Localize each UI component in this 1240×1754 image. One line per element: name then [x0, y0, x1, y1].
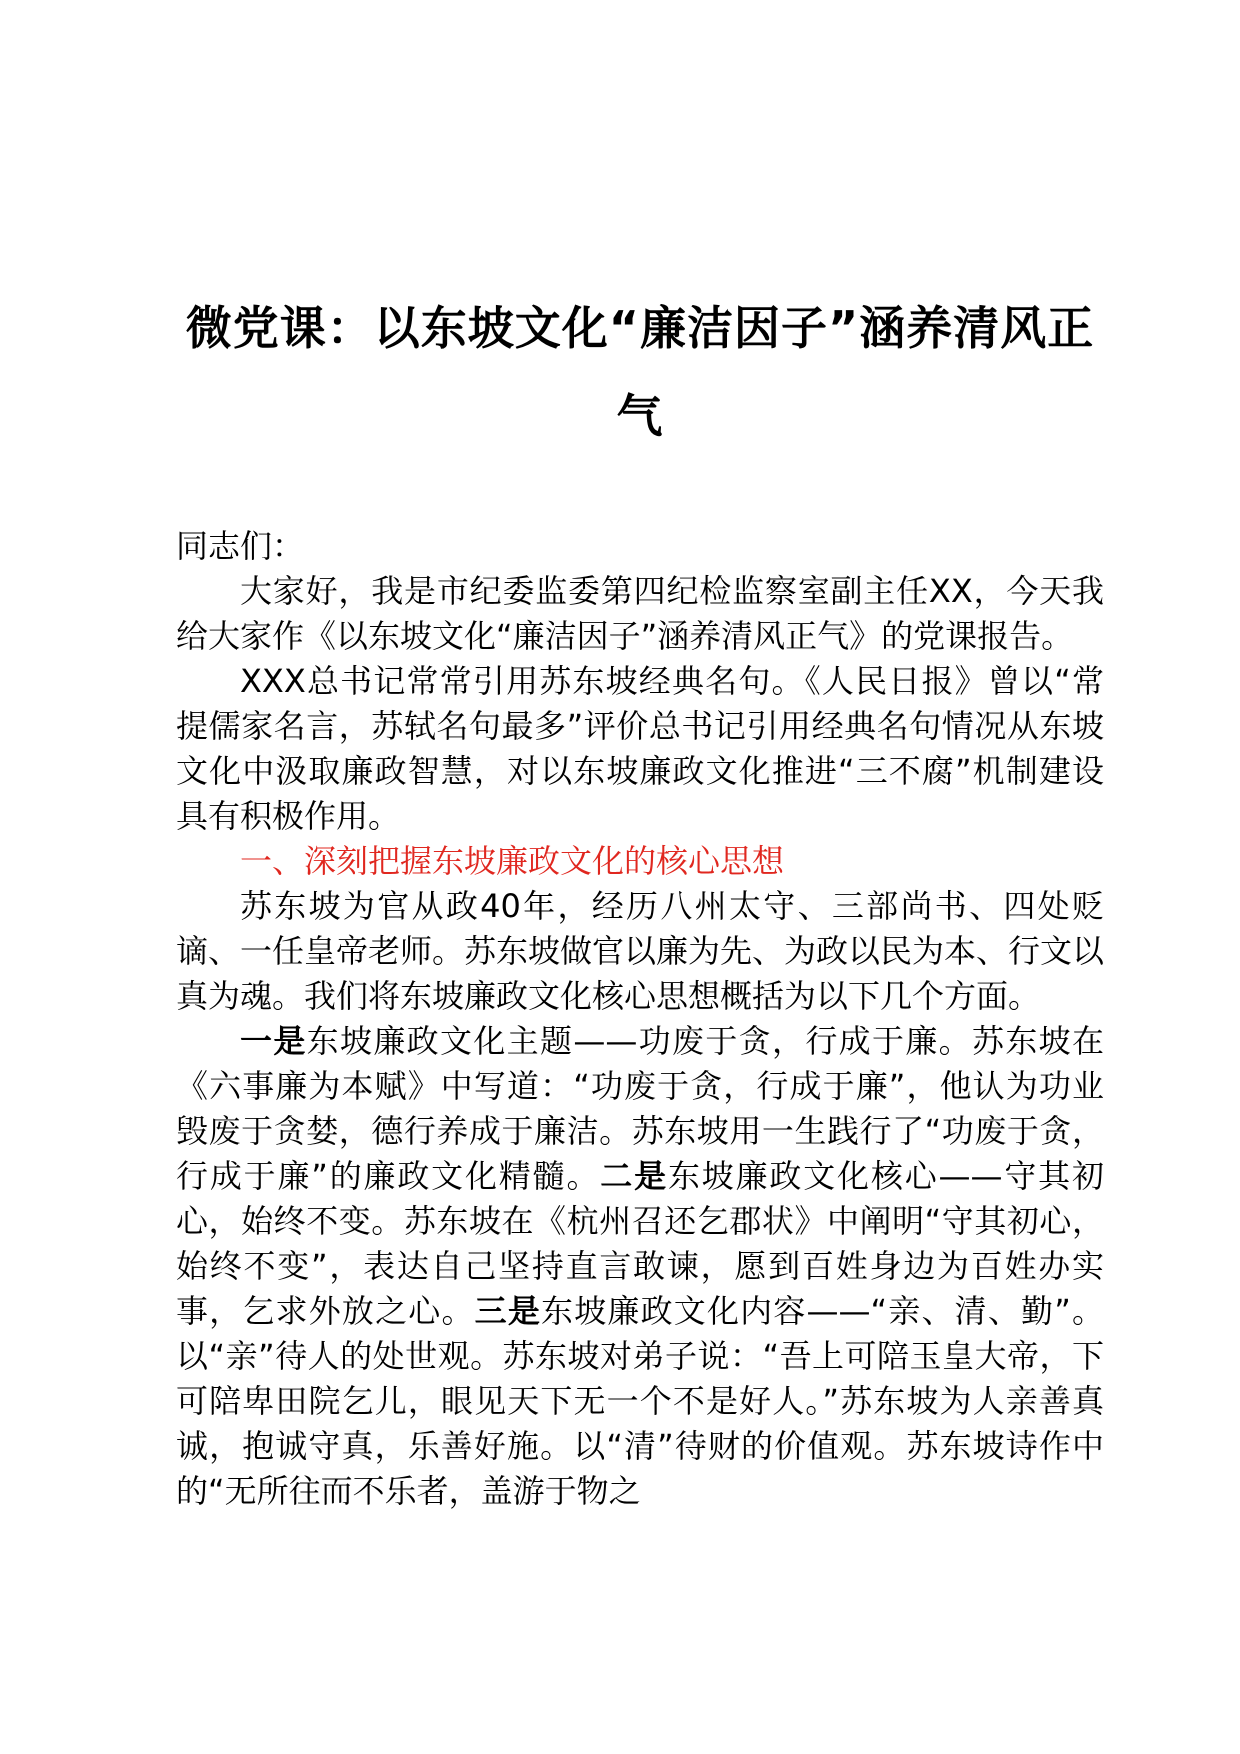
document-title: 微党课：以东坡文化“廉洁因子”涵养清风正气: [185, 301, 1095, 443]
point-text-1: 东坡廉政文化主题——功废于贪，行成于廉。苏东坡在《六事廉为本赋》中写道：“功废于贪，行成于廉”，他认为功业毁废于贪婪，德行养成于廉洁。苏东坡用一生践行了“功废于贪，行成于廉”的廉政文化精髓。: [176, 1022, 1104, 1195]
greeting: 同志们：: [176, 527, 305, 565]
paragraph-intro: 大家好，我是市纪委监委第四纪检监察室副主任XX，今天我给大家作《以东坡文化“廉洁因子”涵养清风正气》的党课报告。: [176, 572, 1104, 655]
point-marker-2: 二是: [600, 1157, 668, 1195]
document-body: [176, 524, 1104, 1514]
paragraph-core-ideas: [176, 1019, 1104, 1514]
paragraph-overview: 苏东坡为官从政40年，经历八州太守、三部尚书、四处贬谪、一任皇帝老师。苏东坡做官以廉为先、为政以民为本、行文以真为魂。我们将东坡廉政文化核心思想概括为以下几个方面。: [176, 887, 1105, 1015]
point-text-3: 东坡廉政文化内容——“亲、清、勤”。以“亲”待人的处世观。苏东坡对弟子说：“吾上可陪玉皇大帝，下可陪卑田院乞儿，眼见天下无一个不是好人。”苏东坡为人亲善真诚，抱诚守真，乐善好施。以“清”待财的价值观。苏东坡诗作中的“无所往而不乐者，盖游于物之: [176, 1292, 1104, 1510]
point-marker-3: 三是: [474, 1292, 542, 1330]
point-text-2: 东坡廉政文化核心——守其初心，始终不变。苏东坡在《杭州召还乞郡状》中阐明“守其初心，始终不变”，表达自己坚持直言敢谏，愿到百姓身边为百姓办实事，乞求外放之心。: [176, 1157, 1104, 1330]
document-page: [176, 0, 1104, 1754]
paragraph-background: XXX总书记常常引用苏东坡经典名句。《人民日报》曾以“常提儒家名言，苏轼名句最多”评价总书记引用经典名句情况从东坡文化中汲取廉政智慧，对以东坡廉政文化推进“三不腐”机制建设具有积极作用。: [176, 662, 1104, 835]
point-marker-1: 一是: [240, 1022, 307, 1060]
section-heading: 一、深刻把握东坡廉政文化的核心思想: [240, 842, 785, 880]
